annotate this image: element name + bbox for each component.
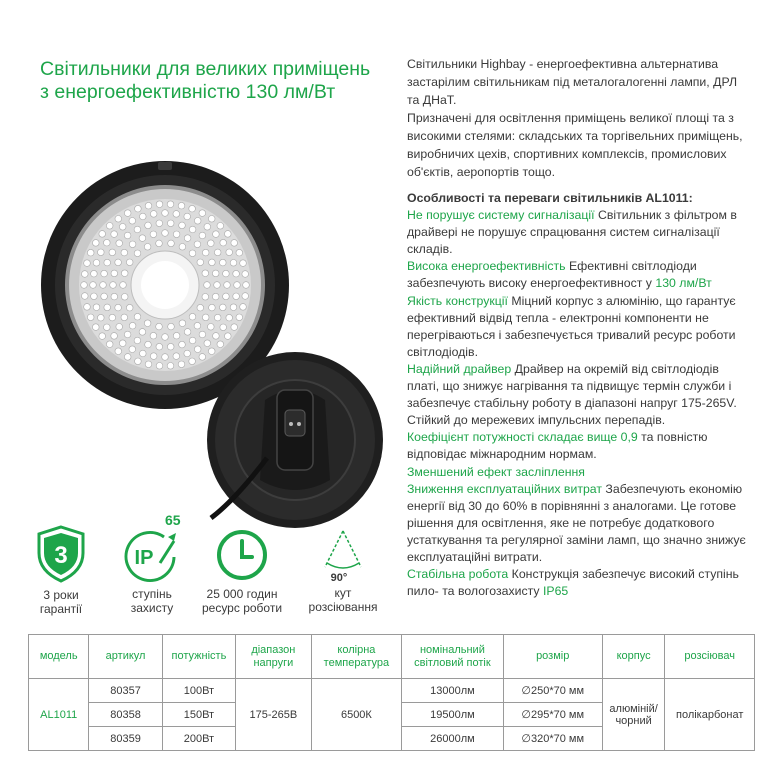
led-dot (217, 223, 224, 230)
led-dot (214, 249, 221, 256)
led-dot (197, 259, 204, 266)
led-dot (82, 293, 89, 300)
feature-text: Драйвер на окремій від світлодіодів платі, що знижує нагрівання та підвищує термін служби і забезпечує стабільну роботу в діапазоні напруг 175-265V. Стійкий до мережевих імпульсних перепадів. (407, 361, 737, 428)
led-dot (194, 346, 201, 353)
led-dot (111, 293, 118, 300)
led-dot (119, 224, 126, 231)
led-dot (202, 270, 209, 277)
features-section (407, 190, 752, 600)
feature-key: Стабільна робота (407, 567, 509, 582)
led-dot (236, 249, 243, 256)
led-dot (233, 270, 240, 277)
feature-text: Світильник з фільтром в драйвері не порушує спрацювання систем сигналізації складів. (407, 208, 737, 257)
model-cell: AL1011 (29, 679, 89, 751)
angle-label-1: кут (334, 586, 352, 600)
led-dot (213, 231, 220, 238)
led-dot (124, 232, 131, 239)
led-dot (179, 244, 186, 251)
led-dot (214, 282, 221, 289)
led-dot (109, 314, 116, 321)
feature-accent: 130 лм/Вт (655, 276, 712, 291)
led-dot (119, 340, 126, 347)
led-dot (178, 202, 185, 209)
led-dot (111, 231, 118, 238)
led-dot (173, 332, 180, 339)
hours-label-2: ресурс роботи (201, 600, 283, 615)
led-dot (230, 260, 237, 267)
led-dot (145, 361, 152, 368)
led-dot (242, 293, 249, 300)
power-cell: 150Вт (162, 703, 235, 727)
led-dot (194, 241, 201, 248)
led-dot (168, 240, 175, 247)
led-dot (225, 231, 232, 238)
led-dot (226, 249, 233, 256)
feature-item (407, 258, 752, 292)
table-header-row (29, 635, 755, 679)
led-dot (162, 230, 169, 237)
led-dot (82, 271, 89, 278)
led-dot (231, 324, 238, 331)
led-dot (110, 282, 117, 289)
led-dot (199, 210, 206, 217)
size-cell: ∅295*70 мм (503, 703, 602, 727)
col-header: потужність (162, 635, 235, 679)
led-dot (214, 314, 221, 321)
led-dot (209, 304, 216, 311)
intro-paragraph: Світильники Highbay - енергоефективна альтернатива застарілим світильникам під металогалогенні лампи, ДРЛ та ДНаТ. (407, 57, 738, 107)
led-dot (124, 354, 131, 361)
led-dot (150, 231, 157, 238)
led-dot (101, 293, 108, 300)
led-dot (134, 226, 141, 233)
col-header: номінальний світловий потік (402, 635, 503, 679)
led-dot (115, 259, 122, 266)
feature-text: Ефективні світлодіоди забезпечують високу енергоефективност у (407, 259, 697, 291)
led-dot (104, 259, 111, 266)
led-dot (197, 304, 204, 311)
led-dot (189, 358, 196, 365)
led-dot (121, 270, 128, 277)
led-dot (184, 235, 191, 242)
led-dot (173, 231, 180, 238)
led-dot (150, 353, 157, 360)
led-dot (156, 343, 163, 350)
led-dot (240, 260, 247, 267)
power-cell: 100Вт (162, 679, 235, 703)
led-dot (156, 220, 163, 227)
led-dot (212, 293, 219, 300)
led-dot (116, 240, 123, 247)
size-cell: ∅250*70 мм (503, 679, 602, 703)
led-dot (202, 294, 209, 301)
ip-label-2: захисту (130, 600, 174, 615)
led-dot (167, 201, 174, 208)
led-dot (104, 304, 111, 311)
led-dot (145, 341, 152, 348)
led-dot (121, 314, 128, 321)
led-dot (140, 213, 147, 220)
led-dot (145, 202, 152, 209)
power-cell: 200Вт (162, 727, 235, 751)
led-dot (120, 282, 127, 289)
led-dot (178, 361, 185, 368)
feature-item (407, 293, 752, 361)
led-dot (144, 320, 151, 327)
led-dot (91, 270, 98, 277)
led-dot (189, 313, 196, 320)
led-dot (204, 340, 211, 347)
led-dot (240, 304, 247, 311)
led-dot (202, 249, 209, 256)
feature-text: Міцний корпус з алюмінію, що гарантує ефективний відвід тепла - електронні компоненти не перегріваються і забезпечується тривалий ресурс роботи світлодіодів. (407, 293, 736, 359)
led-dot (126, 304, 133, 311)
led-dot (84, 260, 91, 267)
led-dot (199, 331, 206, 338)
table-row (29, 679, 755, 703)
led-dot (236, 314, 243, 321)
led-dot (208, 240, 215, 247)
led-dot (115, 304, 122, 311)
warranty-label-2: гарантії (39, 601, 83, 616)
col-header: розмір (503, 635, 602, 679)
led-dot (226, 314, 233, 321)
led-dot (111, 333, 118, 340)
led-dot (168, 323, 175, 330)
led-dot (101, 270, 108, 277)
led-dot (135, 205, 142, 212)
led-dot (173, 211, 180, 218)
col-header: артикул (89, 635, 162, 679)
angle-feature (298, 527, 388, 614)
led-dot (109, 249, 116, 256)
led-dot (234, 282, 241, 289)
led-dot (156, 363, 163, 370)
led-dot (99, 333, 106, 340)
led-dot (162, 210, 169, 217)
color-temp-cell: 6500К (311, 679, 402, 751)
angle-value: 90° (330, 572, 348, 584)
feature-key: Висока енергоефективність (407, 259, 566, 274)
voltage-cell: 175-265В (236, 679, 312, 751)
feature-key: Зменшений ефект засліплення (407, 464, 585, 479)
beam-angle-icon (313, 527, 373, 585)
intro-paragraph: Призначені для освітлення приміщень великої площі та з високими стелями: складських та торгівельних приміщень, виробничих цехів, спортивних комплексів, промислових об'єктів, аеропортів тощо. (407, 111, 743, 179)
col-header: діапазон напруги (236, 635, 312, 679)
flux-cell: 19500лм (402, 703, 503, 727)
housing-cell: алюміній/ чорний (602, 679, 665, 751)
led-dot (91, 293, 98, 300)
warranty-number: 3 (54, 542, 68, 569)
page-title: Світильники для великих приміщень з енергоефективністю 130 лм/Вт (40, 58, 371, 103)
led-dot (220, 259, 227, 266)
warranty-feature (25, 525, 97, 616)
led-dot (124, 210, 131, 217)
led-dot (194, 218, 201, 225)
led-dot (134, 313, 141, 320)
led-dot (184, 350, 191, 357)
feature-accent: IP65 (542, 584, 569, 599)
warranty-label-1: 3 роки (43, 588, 79, 602)
led-dot (194, 322, 201, 329)
feature-item (407, 429, 752, 463)
intro-text (407, 55, 752, 181)
led-dot (145, 222, 152, 229)
led-dot (126, 259, 133, 266)
led-dot (220, 239, 227, 246)
led-dot (93, 240, 100, 247)
col-header: розсіювач (665, 635, 755, 679)
led-dot (220, 324, 227, 331)
led-dot (104, 324, 111, 331)
article-cell: 80357 (89, 679, 162, 703)
led-dot (224, 282, 231, 289)
led-dot (179, 341, 186, 348)
clock-icon (215, 528, 269, 582)
led-dot (81, 282, 88, 289)
led-dot (162, 354, 169, 361)
led-dot (98, 249, 105, 256)
led-dot (225, 333, 232, 340)
led-dot (134, 337, 141, 344)
col-header: модель (29, 635, 89, 679)
feature-key: Якість конструкції (407, 293, 508, 308)
led-dot (99, 231, 106, 238)
led-dot (184, 213, 191, 220)
ip-feature (116, 527, 188, 615)
led-dot (129, 241, 136, 248)
feature-item (407, 361, 752, 429)
ip-number: 65 (165, 512, 181, 528)
feature-key: Не порушує систему сигналізації (407, 208, 595, 223)
lamp-back-image (205, 350, 385, 530)
feature-item (407, 566, 752, 600)
led-dot (223, 293, 230, 300)
led-dot (90, 282, 97, 289)
led-dot (204, 224, 211, 231)
led-dot (111, 270, 118, 277)
led-dot (139, 329, 146, 336)
feature-key: Надійний драйвер (407, 361, 512, 376)
led-dot (189, 226, 196, 233)
feature-text: та повністю відповідає міжнародним нормам. (407, 430, 708, 462)
led-dot (121, 249, 128, 256)
diffuser-cell: полікарбонат (665, 679, 755, 751)
led-dot (84, 304, 91, 311)
led-dot (208, 216, 215, 223)
led-dot (167, 363, 174, 370)
led-dot (217, 341, 224, 348)
led-dot (93, 304, 100, 311)
led-dot (106, 223, 113, 230)
led-dot (223, 270, 230, 277)
led-dot (140, 350, 147, 357)
led-dot (233, 293, 240, 300)
led-dot (213, 333, 220, 340)
led-dot (199, 232, 206, 239)
features-heading: Особливості та переваги світильників AL1011: (407, 191, 693, 205)
led-dot (184, 329, 191, 336)
flux-cell: 13000лм (402, 679, 503, 703)
led-dot (179, 222, 186, 229)
led-dot (162, 334, 169, 341)
led-dot (129, 346, 136, 353)
feature-text: Конструкція забезпечує високий ступінь пило- та вологозахисту (407, 567, 739, 599)
ip-icon (124, 527, 180, 583)
led-dot (189, 250, 196, 257)
led-dot (121, 294, 128, 301)
led-dot (209, 259, 216, 266)
led-dot (156, 201, 163, 208)
led-dot (204, 282, 211, 289)
led-dot (129, 218, 136, 225)
led-dot (144, 244, 151, 251)
col-header: колірна температура (311, 635, 402, 679)
feature-key: Коефіцієнт потужності складає вище 0,9 (407, 430, 638, 445)
led-dot (243, 282, 250, 289)
feature-key: Зниження експлуатаційних витрат (407, 481, 603, 496)
led-dot (179, 320, 186, 327)
feature-item (407, 207, 752, 258)
article-cell: 80359 (89, 727, 162, 751)
feature-item (407, 481, 752, 566)
flux-cell: 26000лм (402, 727, 503, 751)
led-dot (115, 216, 122, 223)
size-cell: ∅320*70 мм (503, 727, 602, 751)
led-dot (231, 240, 238, 247)
led-dot (156, 323, 163, 330)
led-dot (212, 270, 219, 277)
ip-text: IP (134, 547, 154, 569)
led-dot (93, 260, 100, 267)
led-dot (87, 249, 94, 256)
led-dot (98, 314, 105, 321)
hours-feature (192, 528, 292, 615)
led-dot (242, 271, 249, 278)
spec-table (28, 634, 755, 751)
feature-text: Забезпечують економію енергії від 30 до 60% в порівнянні з аналогами. Це готове рішення для освітлення, яке не потребує додаткового устаткування та регулярної заміни ламп, що значно знижує експлуатаційні витрати. (407, 481, 746, 564)
led-dot (189, 337, 196, 344)
led-dot (173, 353, 180, 360)
led-dot (124, 331, 131, 338)
led-dot (202, 314, 209, 321)
led-dot (93, 324, 100, 331)
led-dot (116, 324, 123, 331)
angle-label-2: розсіювання (308, 599, 378, 614)
led-dot (150, 211, 157, 218)
led-dot (135, 358, 142, 365)
led-dot (129, 322, 136, 329)
led-dot (134, 250, 141, 257)
led-dot (150, 332, 157, 339)
led-dot (220, 304, 227, 311)
feature-item (407, 464, 752, 481)
led-dot (208, 324, 215, 331)
led-dot (230, 304, 237, 311)
led-dot (104, 239, 111, 246)
led-dot (167, 343, 174, 350)
led-dot (167, 220, 174, 227)
led-dot (139, 235, 146, 242)
ip-label-1: ступінь (132, 587, 172, 601)
led-dot (189, 205, 196, 212)
hours-label-1: 25 000 годин (206, 587, 278, 601)
led-dot (87, 314, 94, 321)
led-dot (156, 240, 163, 247)
led-dot (100, 282, 107, 289)
led-dot (115, 348, 122, 355)
article-cell: 80358 (89, 703, 162, 727)
shield-icon (35, 525, 87, 583)
col-header: корпус (602, 635, 665, 679)
led-dot (106, 341, 113, 348)
